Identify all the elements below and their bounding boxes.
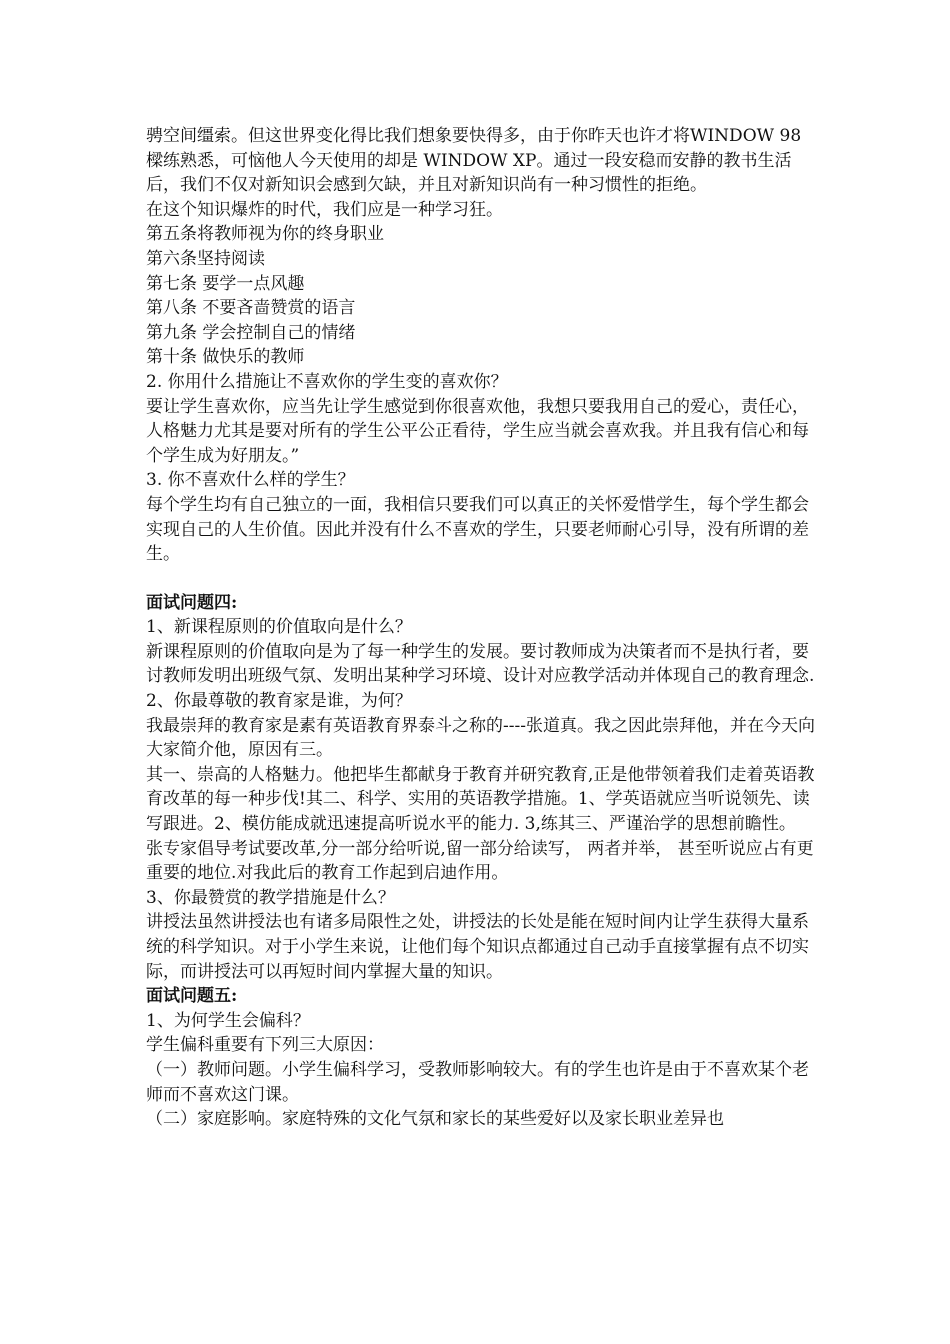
s4-question-1: 1、新课程原则的价值取向是什么？ <box>146 617 412 638</box>
rule-item-7: 第七条 要学一点风趣 <box>146 273 305 294</box>
rule-item-6: 第六条坚持阅读 <box>146 248 265 269</box>
s4-question-2: 2、你最尊敬的教育家是谁，为何？ <box>146 691 412 712</box>
s4-answer-2-intro: 我最崇拜的教育家是素有英语教育界泰斗之称的----张道真。我之因此崇拜他，并在今天向大家简介他，原因有三。 <box>146 715 815 761</box>
answer-3: 每个学生均有自己独立的一面，我相信只要我们可以真正的关怀爱惜学生，每个学生都会实现自己的人生价值。因此并没有什么不喜欢的学生，只要老师耐心引导，没有所谓的差生。 <box>146 494 809 565</box>
s4-question-3: 3、你最赞赏的教学措施是什么？ <box>146 887 395 908</box>
answer-2: 要让学生喜欢你，应当先让学生感觉到你很喜欢他，我想只要我用自己的爱心，责任心，人格魅力尤其是要对所有的学生公平公正看待，学生应当就会喜欢我。并且我有信心和每个学生成为好朋友。” <box>146 396 809 466</box>
s4-answer-2-exam: 张专家倡导考试要改革,分一部分给听说,留一部分给读写， 两者并举， 甚至听说应占有更重要的地位.对我此后的教育工作起到启迪作用。 <box>146 838 814 884</box>
paragraph-learning-mania: 在这个知识爆炸的时代，我们应是一种学习狂。 <box>146 199 503 220</box>
question-2: 2. 你用什么措施让不喜欢你的学生变的喜欢你？ <box>146 371 508 392</box>
question-3: 3. 你不喜欢什么样的学生？ <box>146 470 355 491</box>
paragraph-knowledge-change: 骋空间缰索。但这世界变化得比我们想象要快得多，由于你昨天也许才将WINDOW 98 樑练熟悉，可恼他人今天使用的却是 WINDOW XP。通过一段安稳而安静的教书生活后，我们不仅对新知识会感到欠缺，并且对新知识尚有一种习惯性的拒绝。 <box>146 126 802 196</box>
section-spacer <box>146 567 816 591</box>
rule-item-8: 第八条 不要吝啬赞赏的语言 <box>146 298 356 319</box>
s4-answer-1: 新课程原则的价值取向是为了每一种学生的发展。要讨教师成为决策者而不是执行者，要讨教师发明出班级气氛、发明出某种学习环境、设计对应教学活动并体现自己的教育理念. <box>146 641 815 687</box>
s4-answer-2-reasons: 其一、崇高的人格魅力。他把毕生都献身于教育并研究教育,正是他带领着我们走着英语教育改革的每一种步伐!其二、科学、实用的英语教学措施。1、学英语就应当听说领先、读写跟进。2、模仿能成就迅速提高听说水平的能力. 3,练其三、严谨治学的思想前瞻性。 <box>146 764 815 835</box>
s5-question-1: 1、为何学生会偏科？ <box>146 1010 310 1031</box>
s5-reason-2: （二）家庭影响。家庭特殊的文化气氛和家长的某些爱好以及家长职业差异也 <box>146 1109 724 1130</box>
section-heading-4: 面试问题四: <box>146 592 238 613</box>
rule-item-5: 第五条将教师视为你的终身职业 <box>146 224 384 245</box>
document-body <box>146 124 816 1132</box>
section-heading-5: 面试问题五: <box>146 986 238 1007</box>
s5-reason-1: （一）教师问题。小学生偏科学习，受教师影响较大。有的学生也许是由于不喜欢某个老师而不喜欢这门课。 <box>146 1059 809 1105</box>
s4-answer-3: 讲授法虽然讲授法也有诸多局限性之处，讲授法的长处是能在短时间内让学生获得大量系统的科学知识。对于小学生来说，让他们每个知识点都通过自己动手直接掌握有点不切实际，而讲授法可以再短时间内掌握大量的知识。 <box>146 912 809 982</box>
rule-item-10: 第十条 做快乐的教师 <box>146 347 305 368</box>
s5-answer-intro: 学生偏科重要有下列三大原因： <box>146 1035 384 1056</box>
rule-item-9: 第九条 学会控制自己的情绪 <box>146 322 356 343</box>
